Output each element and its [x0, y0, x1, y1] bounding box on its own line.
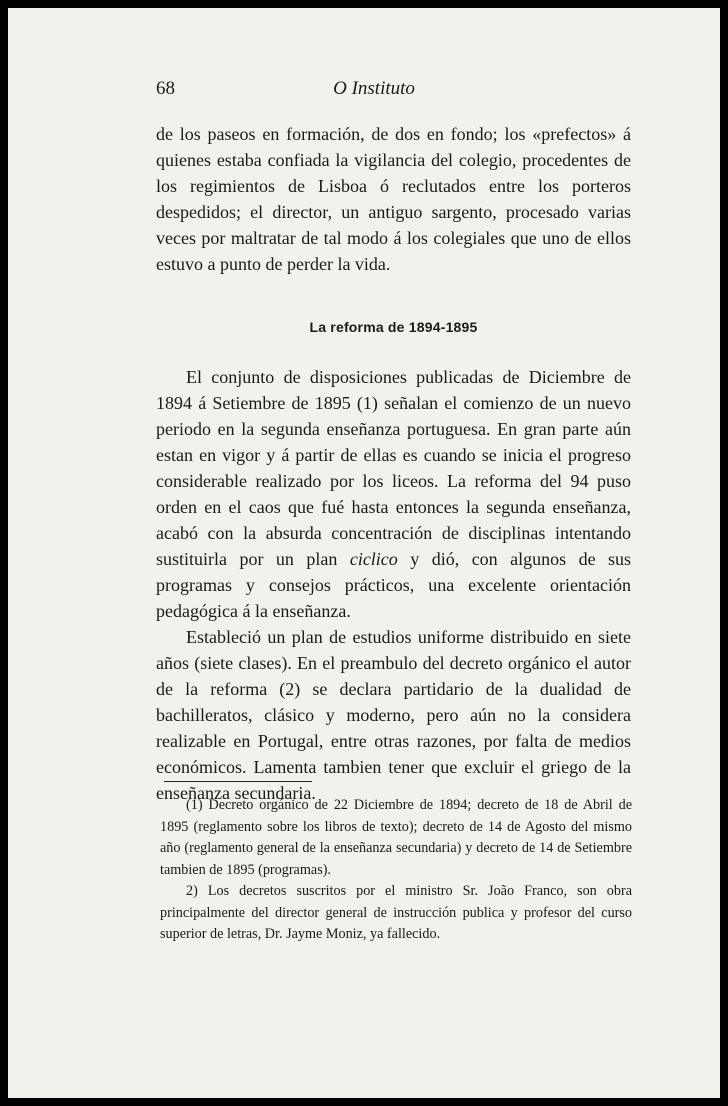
footnote-2: 2) Los decretos suscritos por el ministro Sr. João Franco, son obra principalmente del director general de instrucción publica y profesor del curso superior de letras, Dr. Jayme Moniz, ya fallecido.	[160, 883, 632, 942]
footnote-divider	[164, 781, 312, 782]
paragraph-3: Estableció un plan de estudios uniforme distribuido en siete años (siete clases). En el preambulo del decreto orgánico el autor de la reforma (2) se declara partidario de la dualidad de bachilleratos, clásico y moderno, pero aún no la considera realizable en Portugal, entre otras razones, por falta de medios económicos. Lamenta tambien tener que excluir el griego de la enseñanza secundaria.	[156, 627, 631, 803]
footnote-1: (1) Decreto orgánico de 22 Diciembre de 1894; decreto de 18 de Abril de 1895 (reglamento sobre los libros de texto); decreto de 14 de Agosto del mismo año (reglamento general de la enseñanza secundaria) y decreto de 14 de Setiembre tambien de 1895 (programas).	[160, 797, 632, 878]
book-page	[8, 8, 720, 1098]
paragraph-1: de los paseos en formación, de dos en fondo; los «prefectos» á quienes estaba confiada la vigilancia del colegio, procedentes de los regimientos de Lisboa ó reclutados entre los porteros despedidos; el director, un antiguo sargento, procesado varias veces por maltratar de tal modo á los colegiales que uno de ellos estuvo a punto de perder la vida.	[156, 124, 631, 274]
running-title: O Instituto	[333, 78, 415, 99]
page-header	[156, 78, 592, 108]
paragraph-2-text: El conjunto de disposiciones publicadas de Diciembre de 1894 á Setiembre de 1895 (1) señalan el comienzo de un nuevo periodo en la segunda enseñanza portuguesa. En gran parte aún estan en vigor y á partir de ellas es cuando se inicia el progreso considerable realizado por los liceos. La reforma del 94 puso orden en el caos que fué hasta entonces la segunda enseñanza, acabó con la absurda concentración de disciplinas intentando sustituirla por un plan	[156, 367, 631, 569]
page-number: 68	[156, 78, 175, 99]
paragraph-2	[156, 364, 631, 624]
italic-term: ciclico	[349, 549, 398, 569]
footnotes	[160, 795, 632, 946]
section-heading: La reforma de 1894-1895	[309, 319, 478, 335]
body-text	[156, 121, 631, 806]
paragraph-2-text-end: y dió, con algunos de sus programas y consejos prácticos, una excelente orientación pedagógica á la enseñanza.	[156, 549, 632, 621]
